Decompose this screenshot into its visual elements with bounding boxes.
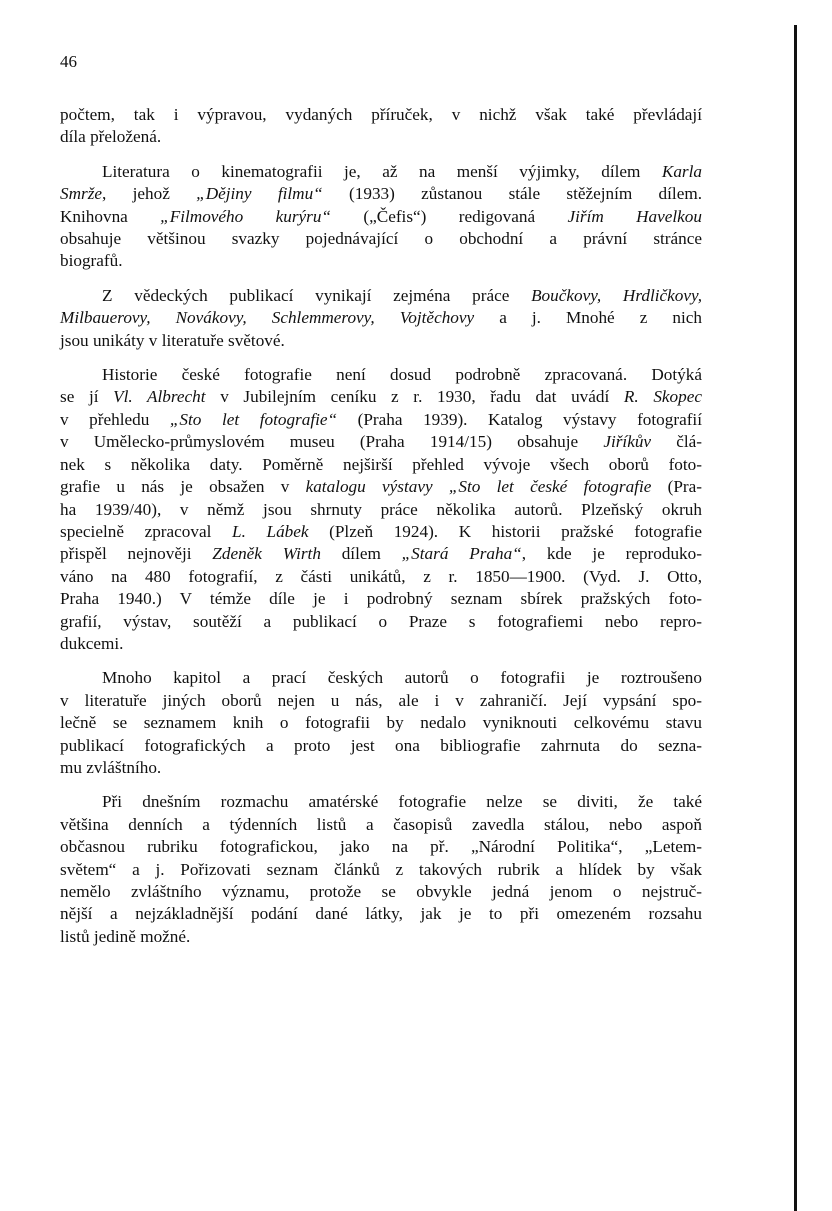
text-run: Mnoho kapitol a prací českých autorů o fotografii je roztroušeno (102, 668, 702, 688)
text-run: nek s několika daty. Poměrně nejširší přehled vývoje všech oborů foto- (60, 454, 702, 474)
text-run: díla přeložená. (60, 127, 162, 147)
text-line (60, 859, 702, 881)
paragraph-p2 (60, 161, 702, 273)
text-run: publikací fotografických a proto jest ona bibliografie zahrnuta do sezna- (60, 735, 702, 755)
paragraph-p6 (60, 791, 702, 948)
text-line (60, 126, 702, 148)
italic-text: Jiříkův (603, 432, 652, 452)
text-run: Knihovna (60, 206, 161, 226)
italic-text: katalogu výstavy „Sto let české fotografie (305, 477, 652, 497)
text-run: mu zvláštního. (60, 757, 162, 777)
text-line (60, 330, 702, 352)
text-run: dílem (320, 544, 402, 564)
paragraph-p5 (60, 667, 702, 779)
text-line (60, 228, 702, 250)
text-line (60, 476, 702, 498)
italic-text: R. Skopec (623, 387, 702, 407)
italic-text: Smrže (60, 184, 103, 204)
text-run: člá- (651, 432, 702, 452)
body-text (60, 104, 702, 960)
italic-text: „Stará Praha“ (401, 544, 522, 564)
text-line (60, 183, 702, 205)
text-line (60, 499, 702, 521)
text-run: v literatuře jiných oborů nejen u nás, ale i v zahraničí. Její vypsání spo- (60, 690, 702, 710)
text-run: většina denních a týdenních listů a časopisů zavedla stálou, nebo aspoň (60, 814, 702, 834)
text-line (60, 667, 702, 689)
text-line (60, 926, 702, 948)
text-line (60, 588, 702, 610)
text-run: Historie české fotografie není dosud podrobně zpracovaná. Dotýká (102, 365, 702, 385)
text-run: Při dnešním rozmachu amatérské fotografie nelze se diviti, že také (102, 792, 702, 812)
text-run: v přehledu (60, 409, 170, 429)
text-run: světem“ a j. Pořizovati seznam článků z takových rubrik a hlídek by však (60, 859, 702, 879)
text-line (60, 364, 702, 386)
italic-text: „Sto let fotografie“ (169, 409, 338, 429)
text-line (60, 206, 702, 228)
text-line (60, 757, 702, 779)
text-run: (Pra- (651, 477, 703, 497)
text-line (60, 409, 702, 431)
text-line (60, 712, 702, 734)
text-line (60, 814, 702, 836)
italic-text: Vl. Albrecht (113, 387, 206, 407)
text-run: jsou unikáty v literatuře světové. (60, 330, 285, 350)
text-run: Literatura o kinematografii je, až na menší výjimky, dílem (102, 161, 662, 181)
text-run: („Čefis“) redigovaná (331, 206, 568, 226)
text-line (60, 735, 702, 757)
text-run: grafií, výstav, soutěží a publikací o Praze s fotografiemi nebo repro- (60, 611, 702, 631)
italic-text: „Dějiny filmu“ (196, 184, 323, 204)
text-line (60, 633, 702, 655)
text-run: a j. Mnohé z nich (474, 308, 702, 328)
text-run: biografů. (60, 251, 123, 271)
italic-text: Zdeněk Wirth (212, 544, 321, 564)
text-line (60, 543, 702, 565)
text-run: občasnou rubriku fotografickou, jako na př. „Národní Politika“, „Letem- (60, 837, 702, 857)
text-line (60, 903, 702, 925)
text-run: lečně se seznamem knih o fotografii by nedalo vyniknouti celkovému stavu (60, 713, 702, 733)
text-run: (1933) zůstanou stále stěžejním dílem. (322, 184, 702, 204)
text-run: přispěl nejnověji (60, 544, 213, 564)
text-run: se jí (60, 387, 114, 407)
italic-text: L. Lábek (232, 521, 309, 541)
text-run: dukcemi. (60, 633, 124, 653)
text-run: listů jedině možné. (60, 926, 191, 946)
text-line (60, 285, 702, 307)
text-run: specielně zpracoval (60, 521, 233, 541)
italic-text: Jiřím Havelkou (567, 206, 702, 226)
italic-text: „Filmového kurýru“ (160, 206, 331, 226)
text-run: v Jubilejním ceníku z r. 1930, řadu dat uvádí (205, 387, 624, 407)
text-run: v Umělecko-průmyslovém museu (Praha 1914/15) obsahuje (60, 432, 604, 452)
text-line (60, 521, 702, 543)
text-run: Z vědeckých publikací vynikají zejména práce (102, 285, 532, 305)
text-line (60, 881, 702, 903)
text-line (60, 431, 702, 453)
text-line (60, 161, 702, 183)
page-edge-line (794, 25, 797, 1211)
italic-text: Karla (661, 161, 702, 181)
text-line (60, 104, 702, 126)
text-run: (Praha 1939). Katalog výstavy fotografií (337, 409, 702, 429)
text-line (60, 611, 702, 633)
paragraph-p1 (60, 104, 702, 149)
text-line (60, 791, 702, 813)
text-run: nější a nejzákladnější podání dané látky, jak je to při omezeném rozsahu (60, 904, 702, 924)
text-run: váno na 480 fotografií, z části unikátů, z r. 1850—1900. (Vyd. J. Otto, (60, 566, 702, 586)
italic-text: Boučkovy, Hrdličkovy, (531, 285, 702, 305)
text-run: Praha 1940.) V témže díle je i podrobný seznam sbírek pražských foto- (60, 589, 702, 609)
text-line (60, 250, 702, 272)
paragraph-p3 (60, 285, 702, 352)
italic-text: Milbauerovy, Novákovy, Schlemmerovy, Vojtěchovy (60, 308, 475, 328)
paragraph-p4 (60, 364, 702, 655)
text-line (60, 386, 702, 408)
text-run: , kde je reproduko- (521, 544, 702, 564)
text-line (60, 690, 702, 712)
text-line (60, 836, 702, 858)
text-run: obsahuje většinou svazky pojednávající o obchodní a právní stránce (60, 229, 702, 249)
text-line (60, 307, 702, 329)
text-run: ha 1939/40), v němž jsou shrnuty práce několika autorů. Plzeňský okruh (60, 499, 702, 519)
text-run: nemělo zvláštního významu, protože se obvykle jedná jenom o nejstruč- (60, 882, 702, 901)
text-run: počtem, tak i výpravou, vydaných příruček, v nichž však také převládají (60, 105, 702, 124)
text-line (60, 454, 702, 476)
text-run: grafie u nás je obsažen v (60, 477, 306, 497)
text-line (60, 566, 702, 588)
text-run: , jehož (102, 184, 197, 204)
page-number: 46 (60, 52, 77, 71)
text-run: (Plzeň 1924). K historii pražské fotografie (308, 521, 702, 541)
